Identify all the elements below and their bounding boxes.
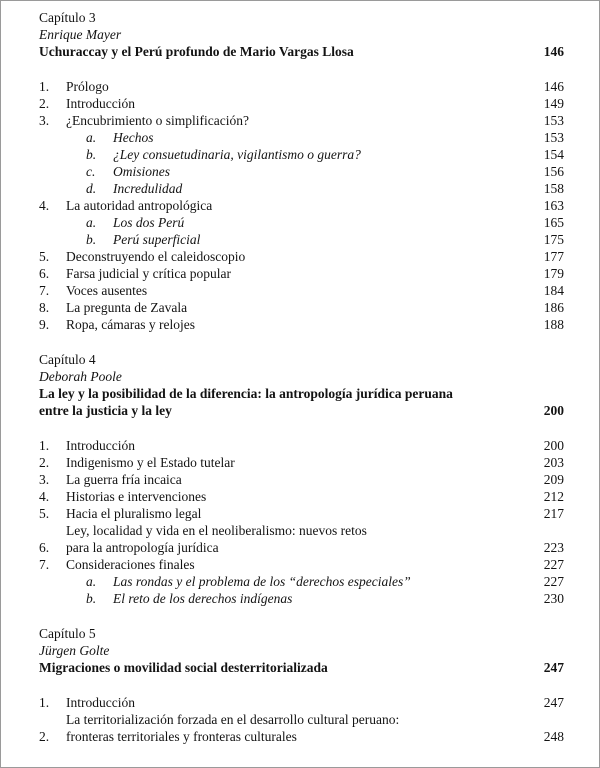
entry-number: 2. <box>39 729 50 744</box>
chapter-label: Capítulo 5 <box>39 626 96 641</box>
toc-subentry <box>86 146 564 163</box>
entry-page: 217 <box>543 506 564 521</box>
toc-entry <box>39 197 564 214</box>
entry-text-line-1: La territorialización forzada en el desarrollo cultural peruano: <box>66 712 400 727</box>
toc-entry <box>39 248 564 265</box>
entry-text: El reto de los derechos indígenas <box>113 591 293 606</box>
entry-number: 3. <box>39 472 50 487</box>
entry-page: 184 <box>543 283 564 298</box>
entry-page: 177 <box>543 249 564 264</box>
chapter-page-number: 247 <box>543 660 564 675</box>
entry-text: Indigenismo y el Estado tutelar <box>66 455 235 470</box>
entry-page: 247 <box>543 695 564 710</box>
entry-letter: b. <box>86 232 97 247</box>
entry-letter: a. <box>86 215 97 230</box>
toc-entry <box>39 437 564 454</box>
toc-entry <box>39 711 564 745</box>
chapter-title <box>39 385 536 419</box>
toc-subentry <box>86 163 564 180</box>
entry-page: 248 <box>543 729 564 744</box>
entry-number: 3. <box>39 113 50 128</box>
entry-page: 212 <box>543 489 564 504</box>
toc-entry <box>39 694 564 711</box>
chapter-3-section <box>39 9 564 333</box>
entry-text: Historias e intervenciones <box>66 489 207 504</box>
entry-page: 203 <box>543 455 564 470</box>
entry-page: 186 <box>543 300 564 315</box>
chapter-author: Jürgen Golte <box>39 643 110 658</box>
entry-page: 200 <box>543 438 564 453</box>
entry-text: Introducción <box>66 695 135 710</box>
toc-subentry <box>86 573 564 590</box>
entry-text: La guerra fría incaica <box>66 472 182 487</box>
chapter-title: Migraciones o movilidad social desterritorializada <box>39 660 328 675</box>
chapter-title-row <box>39 385 564 419</box>
entry-letter: d. <box>86 181 97 196</box>
entry-text: Introducción <box>66 438 135 453</box>
entry-letter: c. <box>86 164 96 179</box>
chapter-page-number: 146 <box>543 44 564 59</box>
entry-page: 209 <box>543 472 564 487</box>
toc-subentry <box>86 231 564 248</box>
entry-number: 4. <box>39 198 50 213</box>
toc-subentry <box>86 180 564 197</box>
entry-text: Omisiones <box>113 164 170 179</box>
toc-entry <box>39 471 564 488</box>
entry-page: 163 <box>543 198 564 213</box>
entry-text: Ropa, cámaras y relojes <box>66 317 195 332</box>
toc-entry <box>39 78 564 95</box>
toc-subentry <box>86 129 564 146</box>
entry-text: Farsa judicial y crítica popular <box>66 266 231 281</box>
entry-text-line-2: fronteras territoriales y fronteras culturales <box>66 729 297 744</box>
entry-page: 156 <box>543 164 564 179</box>
chapter-author: Enrique Mayer <box>39 27 122 42</box>
toc-entry <box>39 265 564 282</box>
entry-text: Hechos <box>113 130 154 145</box>
entry-page: 179 <box>543 266 564 281</box>
entry-number: 7. <box>39 283 50 298</box>
entry-text-line-2: para la antropología jurídica <box>66 540 219 555</box>
entry-page: 223 <box>543 540 564 555</box>
chapter-page-number: 200 <box>543 403 564 418</box>
toc-subentry <box>86 214 564 231</box>
chapter-label: Capítulo 3 <box>39 10 96 25</box>
toc-entry <box>39 282 564 299</box>
entry-text <box>66 522 536 556</box>
entry-number: 9. <box>39 317 50 332</box>
toc-entry <box>39 454 564 471</box>
entry-text: ¿Encubrimiento o simplificación? <box>66 113 249 128</box>
entry-page: 154 <box>543 147 564 162</box>
entry-text: Deconstruyendo el caleidoscopio <box>66 249 246 264</box>
entry-page: 227 <box>543 557 564 572</box>
entry-text: Consideraciones finales <box>66 557 195 572</box>
entry-text: ¿Ley consuetudinaria, vigilantismo o guerra? <box>113 147 361 162</box>
toc-entry <box>39 95 564 112</box>
entry-number: 6. <box>39 266 50 281</box>
toc-entry <box>39 522 564 556</box>
entry-number: 5. <box>39 506 50 521</box>
entry-text: Perú superficial <box>113 232 201 247</box>
entry-text: La pregunta de Zavala <box>66 300 188 315</box>
entry-text: Incredulidad <box>113 181 183 196</box>
entry-letter: a. <box>86 574 97 589</box>
toc-entry <box>39 299 564 316</box>
entry-page: 146 <box>543 79 564 94</box>
toc-entry <box>39 488 564 505</box>
entry-page: 153 <box>543 130 564 145</box>
entry-page: 227 <box>543 574 564 589</box>
entry-page: 153 <box>543 113 564 128</box>
entry-page: 175 <box>543 232 564 247</box>
entry-number: 1. <box>39 79 50 94</box>
toc-entry <box>39 556 564 573</box>
entry-text: Prólogo <box>66 79 109 94</box>
chapter-title-row <box>39 43 564 60</box>
chapter-label: Capítulo 4 <box>39 352 96 367</box>
entry-number: 8. <box>39 300 50 315</box>
entry-page: 149 <box>543 96 564 111</box>
entry-letter: b. <box>86 147 97 162</box>
entry-text <box>66 711 536 745</box>
chapter-title-line-1: La ley y la posibilidad de la diferencia: la antropología jurídica peruana <box>39 386 453 401</box>
chapter-title: Uchuraccay y el Perú profundo de Mario Vargas Llosa <box>39 44 354 59</box>
entry-text: La autoridad antropológica <box>66 198 213 213</box>
entry-number: 1. <box>39 695 50 710</box>
entry-page: 230 <box>543 591 564 606</box>
chapter-4-section <box>39 351 564 607</box>
chapter-author: Deborah Poole <box>39 369 122 384</box>
entry-text: Hacia el pluralismo legal <box>66 506 202 521</box>
entry-page: 158 <box>543 181 564 196</box>
chapter-title-row <box>39 659 564 676</box>
entry-number: 1. <box>39 438 50 453</box>
entry-number: 6. <box>39 540 50 555</box>
entry-text: Las rondas y el problema de los “derechos especiales” <box>113 574 411 589</box>
entry-number: 5. <box>39 249 50 264</box>
toc-subentry <box>86 590 564 607</box>
entry-number: 7. <box>39 557 50 572</box>
entry-text: Voces ausentes <box>66 283 148 298</box>
entry-text: Introducción <box>66 96 135 111</box>
entry-letter: a. <box>86 130 97 145</box>
entry-page: 165 <box>543 215 564 230</box>
entry-number: 4. <box>39 489 50 504</box>
chapter-title-line-2: entre la justicia y la ley <box>39 403 172 418</box>
entry-letter: b. <box>86 591 97 606</box>
entry-page: 188 <box>543 317 564 332</box>
entry-number: 2. <box>39 455 50 470</box>
chapter-5-section <box>39 625 564 745</box>
toc-entry <box>39 505 564 522</box>
toc-entry <box>39 316 564 333</box>
entry-text-line-1: Ley, localidad y vida en el neoliberalismo: nuevos retos <box>66 523 367 538</box>
entry-number: 2. <box>39 96 50 111</box>
toc-entry <box>39 112 564 129</box>
entry-text: Los dos Perú <box>113 215 185 230</box>
